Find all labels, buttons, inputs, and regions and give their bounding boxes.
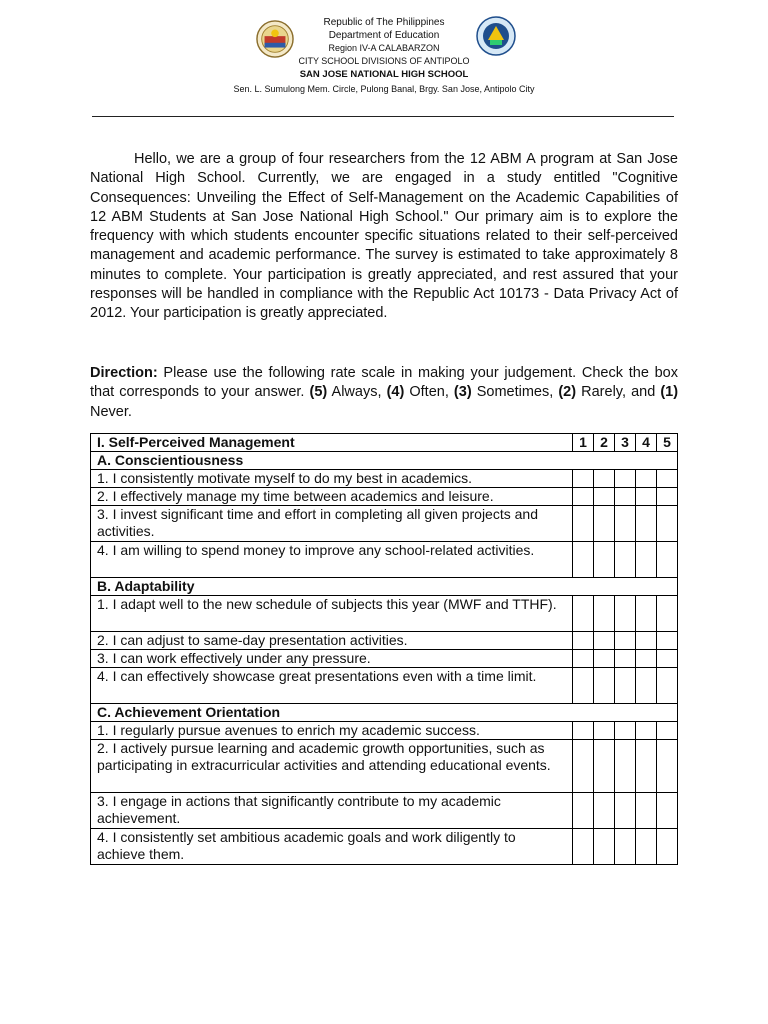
rating-box-3[interactable] bbox=[615, 488, 636, 506]
rating-box-1[interactable] bbox=[573, 829, 594, 865]
deped-seal-icon bbox=[256, 20, 294, 58]
item-text: 2. I can adjust to same-day presentation activities. bbox=[91, 632, 573, 650]
rating-box-2[interactable] bbox=[594, 793, 615, 829]
section-row bbox=[91, 578, 678, 596]
republic-line: Republic of The Philippines bbox=[323, 17, 445, 28]
scale-4-label: Often, bbox=[409, 384, 449, 401]
table-row bbox=[91, 650, 678, 668]
rating-box-3[interactable] bbox=[615, 793, 636, 829]
department-line: Department of Education bbox=[328, 30, 440, 41]
table-row bbox=[91, 632, 678, 650]
item-text: 3. I invest significant time and effort in completing all given projects and activities. bbox=[91, 506, 573, 542]
rating-box-4[interactable] bbox=[636, 596, 657, 632]
scale-5-number: (5) bbox=[309, 384, 328, 401]
letterhead bbox=[0, 16, 768, 96]
rating-box-4[interactable] bbox=[636, 722, 657, 740]
rating-box-1[interactable] bbox=[573, 470, 594, 488]
school-name: SAN JOSE NATIONAL HIGH SCHOOL bbox=[299, 69, 469, 80]
item-text: 3. I engage in actions that significantly contribute to my academic achievement. bbox=[91, 793, 573, 829]
section-heading-conscientiousness: A. Conscientiousness bbox=[91, 452, 678, 470]
scale-5-label: Always, bbox=[331, 384, 382, 401]
table-row bbox=[91, 470, 678, 488]
item-text: 4. I am willing to spend money to improve any school-related activities. bbox=[91, 542, 573, 578]
rating-box-2[interactable] bbox=[594, 829, 615, 865]
scale-3-number: (3) bbox=[453, 384, 472, 401]
item-text: 4. I consistently set ambitious academic goals and work diligently to achieve them. bbox=[91, 829, 573, 865]
column-header-4: 4 bbox=[636, 434, 657, 452]
rating-box-4[interactable] bbox=[636, 632, 657, 650]
rating-box-5[interactable] bbox=[657, 722, 678, 740]
table-row bbox=[91, 722, 678, 740]
rating-box-3[interactable] bbox=[615, 668, 636, 704]
rating-box-5[interactable] bbox=[657, 668, 678, 704]
direction-text: Please use the following rate scale in making your judgement. Check the box that corresponds to your answer. bbox=[90, 365, 679, 401]
table-row bbox=[91, 596, 678, 632]
rating-box-5[interactable] bbox=[657, 650, 678, 668]
rating-box-4[interactable] bbox=[636, 668, 657, 704]
scale-4-number: (4) bbox=[386, 384, 405, 401]
rating-box-5[interactable] bbox=[657, 470, 678, 488]
rating-box-4[interactable] bbox=[636, 506, 657, 542]
item-text: 3. I can work effectively under any pressure. bbox=[91, 650, 573, 668]
rating-box-2[interactable] bbox=[594, 488, 615, 506]
rating-box-1[interactable] bbox=[573, 542, 594, 578]
rating-box-2[interactable] bbox=[594, 668, 615, 704]
rating-box-3[interactable] bbox=[615, 632, 636, 650]
rating-box-5[interactable] bbox=[657, 506, 678, 542]
rating-box-3[interactable] bbox=[615, 829, 636, 865]
rating-box-4[interactable] bbox=[636, 793, 657, 829]
scale-1-number: (1) bbox=[660, 384, 679, 401]
item-text: 2. I effectively manage my time between academics and leisure. bbox=[91, 488, 573, 506]
rating-box-1[interactable] bbox=[573, 668, 594, 704]
rating-box-5[interactable] bbox=[657, 740, 678, 793]
scale-3-label: Sometimes, bbox=[476, 384, 554, 401]
rating-box-4[interactable] bbox=[636, 542, 657, 578]
division-line: CITY SCHOOL DIVISIONS OF ANTIPOLO bbox=[298, 56, 470, 66]
survey-table bbox=[90, 433, 678, 865]
rating-box-3[interactable] bbox=[615, 470, 636, 488]
scale-2-label: Rarely, bbox=[581, 384, 626, 401]
rating-box-3[interactable] bbox=[615, 542, 636, 578]
table-row bbox=[91, 542, 678, 578]
item-text: 1. I regularly pursue avenues to enrich my academic success. bbox=[91, 722, 573, 740]
section-row bbox=[91, 452, 678, 470]
rating-box-3[interactable] bbox=[615, 722, 636, 740]
rating-box-5[interactable] bbox=[657, 793, 678, 829]
rating-box-3[interactable] bbox=[615, 506, 636, 542]
table-row bbox=[91, 506, 678, 542]
rating-box-1[interactable] bbox=[573, 488, 594, 506]
rating-box-1[interactable] bbox=[573, 740, 594, 793]
table-row bbox=[91, 793, 678, 829]
rating-box-1[interactable] bbox=[573, 632, 594, 650]
section-heading-adaptability: B. Adaptability bbox=[91, 578, 678, 596]
rating-box-1[interactable] bbox=[573, 650, 594, 668]
scale-1-label: Never. bbox=[90, 403, 132, 420]
rating-box-5[interactable] bbox=[657, 488, 678, 506]
table-row bbox=[91, 488, 678, 506]
table-title: I. Self-Perceived Management bbox=[91, 434, 573, 452]
item-text: 4. I can effectively showcase great presentations even with a time limit. bbox=[91, 668, 573, 704]
direction-label: Direction: bbox=[90, 365, 158, 381]
table-row bbox=[91, 829, 678, 865]
intro-paragraph: Hello, we are a group of four researchers from the 12 ABM A program at San Jose National High School. Currently, we are engaged in a study entitled "Cognitive Consequences: Unveiling the Effect of Self-Management on the Academic Capabilities of 12 ABM Students at San Jose National High School." Our primary aim is to explore the frequency with which students encounter specific situations related to their self-perceived management and academic performance. The survey is estimated to take approximately 8 minutes to complete. Your participation is greatly appreciated, and rest assured that your responses will be handled in compliance with the Republic Act 10173 - Data Privacy Act of 2012. Your participation is greatly appreciated. bbox=[90, 151, 678, 322]
rating-box-4[interactable] bbox=[636, 650, 657, 668]
scale-2-number: (2) bbox=[558, 384, 577, 401]
section-heading-achievement-orientation: C. Achievement Orientation bbox=[91, 704, 678, 722]
rating-box-4[interactable] bbox=[636, 488, 657, 506]
item-text: 2. I actively pursue learning and academic growth opportunities, such as participating in extracurricular activities and attending educational events. bbox=[91, 740, 573, 793]
school-seal-icon bbox=[476, 16, 516, 56]
rating-box-2[interactable] bbox=[594, 740, 615, 793]
rating-box-5[interactable] bbox=[657, 829, 678, 865]
header-divider bbox=[92, 116, 674, 117]
rating-box-2[interactable] bbox=[594, 632, 615, 650]
region-line: Region IV-A CALABARZON bbox=[328, 43, 440, 53]
rating-box-2[interactable] bbox=[594, 470, 615, 488]
rating-box-1[interactable] bbox=[573, 596, 594, 632]
table-row bbox=[91, 668, 678, 704]
rating-box-2[interactable] bbox=[594, 650, 615, 668]
scale-and: and bbox=[631, 384, 656, 401]
column-header-3: 3 bbox=[615, 434, 636, 452]
rating-box-4[interactable] bbox=[636, 740, 657, 793]
rating-box-2[interactable] bbox=[594, 542, 615, 578]
rating-box-5[interactable] bbox=[657, 632, 678, 650]
column-header-5: 5 bbox=[657, 434, 678, 452]
item-text: 1. I adapt well to the new schedule of subjects this year (MWF and TTHF). bbox=[91, 596, 573, 632]
column-header-1: 1 bbox=[573, 434, 594, 452]
column-header-2: 2 bbox=[594, 434, 615, 452]
rating-box-4[interactable] bbox=[636, 829, 657, 865]
rating-box-3[interactable] bbox=[615, 740, 636, 793]
school-address: Sen. L. Sumulong Mem. Circle, Pulong Banal, Brgy. San Jose, Antipolo City bbox=[233, 84, 535, 94]
rating-box-3[interactable] bbox=[615, 650, 636, 668]
table-row bbox=[91, 740, 678, 793]
table-header-row bbox=[91, 434, 678, 452]
rating-box-1[interactable] bbox=[573, 793, 594, 829]
rating-box-5[interactable] bbox=[657, 542, 678, 578]
rating-box-1[interactable] bbox=[573, 722, 594, 740]
direction-paragraph bbox=[90, 364, 678, 422]
item-text: 1. I consistently motivate myself to do my best in academics. bbox=[91, 470, 573, 488]
rating-box-2[interactable] bbox=[594, 596, 615, 632]
rating-box-4[interactable] bbox=[636, 470, 657, 488]
section-row bbox=[91, 704, 678, 722]
rating-box-3[interactable] bbox=[615, 596, 636, 632]
rating-box-1[interactable] bbox=[573, 506, 594, 542]
rating-box-2[interactable] bbox=[594, 722, 615, 740]
rating-box-2[interactable] bbox=[594, 506, 615, 542]
rating-box-5[interactable] bbox=[657, 596, 678, 632]
